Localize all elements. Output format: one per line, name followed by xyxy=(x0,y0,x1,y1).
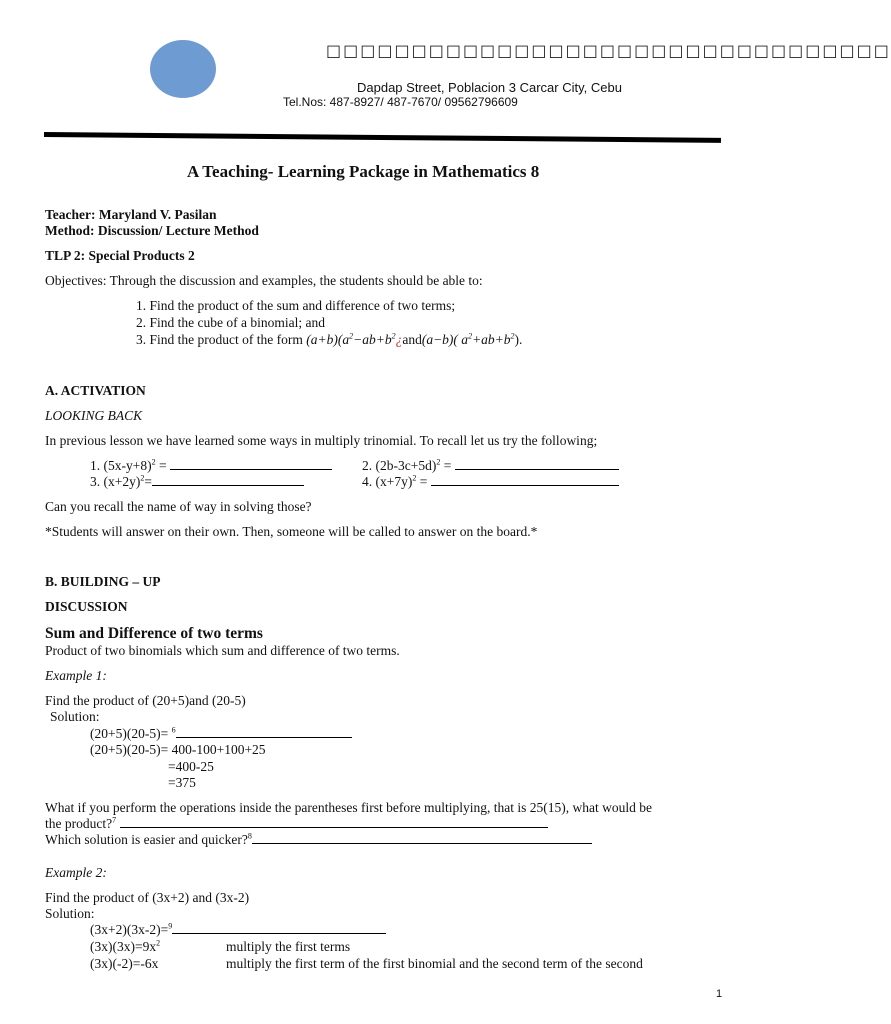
example-1-label: Example 1: xyxy=(45,668,107,683)
tlp-line: TLP 2: Special Products 2 xyxy=(45,248,195,263)
page-title: A Teaching- Learning Package in Mathematics 8 xyxy=(187,162,540,181)
example-2-line-1: (3x+2)(3x-2)=$^9$ xyxy=(90,922,386,938)
recall-question: Can you recall the name of way in solving those? xyxy=(45,499,312,514)
example-1-line-1: (20+5)(20-5)= $^6$ xyxy=(90,726,352,742)
student-note: *Students will answer on their own. Then, someone will be called to answer on the board.* xyxy=(45,524,538,539)
example-2-label: Example 2: xyxy=(45,865,107,880)
school-name: □□□□□□□□□□□□□□□□□□□□□□□□□□□□□□□□□ xyxy=(326,41,891,60)
example-2-line-3: (3x)(-2)=-6x xyxy=(90,956,159,971)
example-1-line-2: (20+5)(20-5)= 400-100+100+25 xyxy=(90,742,266,757)
method-line: Method: Discussion/ Lecture Method xyxy=(45,223,259,238)
school-tel: Tel.Nos: 487-8927/ 487-7670/ 09562796609 xyxy=(283,95,518,109)
teacher-line: Teacher: Maryland V. Pasilan xyxy=(45,207,217,222)
objective-2: 2. Find the cube of a binomial; and xyxy=(136,315,325,330)
page-number: 1 xyxy=(716,988,723,1000)
objective-3-formula: $(a+b)(a^2-ab+b^2¿and(a-b)$( $a^2+ab+b^2$). xyxy=(306,331,523,347)
recall-item-3: 3. $(x+2y)^2=$ xyxy=(90,474,304,490)
looking-back-label: LOOKING BACK xyxy=(45,408,143,423)
objective-1: 1. Find the product of the sum and difference of two terms; xyxy=(136,298,456,313)
topic-description: Product of two binomials which sum and difference of two terms. xyxy=(45,643,400,658)
building-up-heading: B. BUILDING – UP xyxy=(45,574,161,589)
example-2-line-2: $(3x)(3x)=9x^2$ xyxy=(90,938,161,954)
recall-item-4: 4. $(x+7y)^2$ = xyxy=(362,474,619,490)
example-1-line-3: =400-25 xyxy=(168,759,214,774)
example-1-line-4: =375 xyxy=(168,775,196,790)
topic-heading: Sum and Difference of two terms xyxy=(45,625,263,642)
activation-intro: In previous lesson we have learned some ways in multiply trinomial. To recall let us try the following; xyxy=(45,433,598,448)
school-logo xyxy=(150,40,216,98)
activation-heading: A. ACTIVATION xyxy=(45,383,146,398)
example-2-line-3-note: multiply the first term of the first binomial and the second term of the second xyxy=(226,956,643,971)
objectives-intro: Objectives: Through the discussion and examples, the students should be able to: xyxy=(45,273,483,288)
header-divider xyxy=(44,132,721,143)
recall-item-2: 2. $(2b-3c+5d)^2$ = xyxy=(362,458,619,474)
example-1-question-1a: What if you perform the operations inside the parentheses first before multiplying, that is 25(15), what would be xyxy=(45,800,652,815)
example-1-question-2: Which solution is easier and quicker?$^8$ xyxy=(45,832,592,848)
objective-3-text: 3. Find the product of the form xyxy=(136,332,303,347)
example-2-solution-label: Solution: xyxy=(45,906,95,921)
school-address: Dapdap Street, Poblacion 3 Carcar City, Cebu xyxy=(357,80,622,95)
example-2-line-2-note: multiply the first terms xyxy=(226,939,351,954)
example-1-question-1b: the product?$^7$ xyxy=(45,816,548,832)
discussion-heading: DISCUSSION xyxy=(45,599,128,614)
example-1-prompt: Find the product of (20+5)and (20-5) xyxy=(45,693,246,708)
objective-3 xyxy=(136,332,522,348)
example-2-prompt: Find the product of (3x+2) and (3x-2) xyxy=(45,890,250,905)
recall-item-1: 1. $(5x-y+8)^2$ = xyxy=(90,458,332,474)
example-1-solution-label: Solution: xyxy=(50,709,100,724)
